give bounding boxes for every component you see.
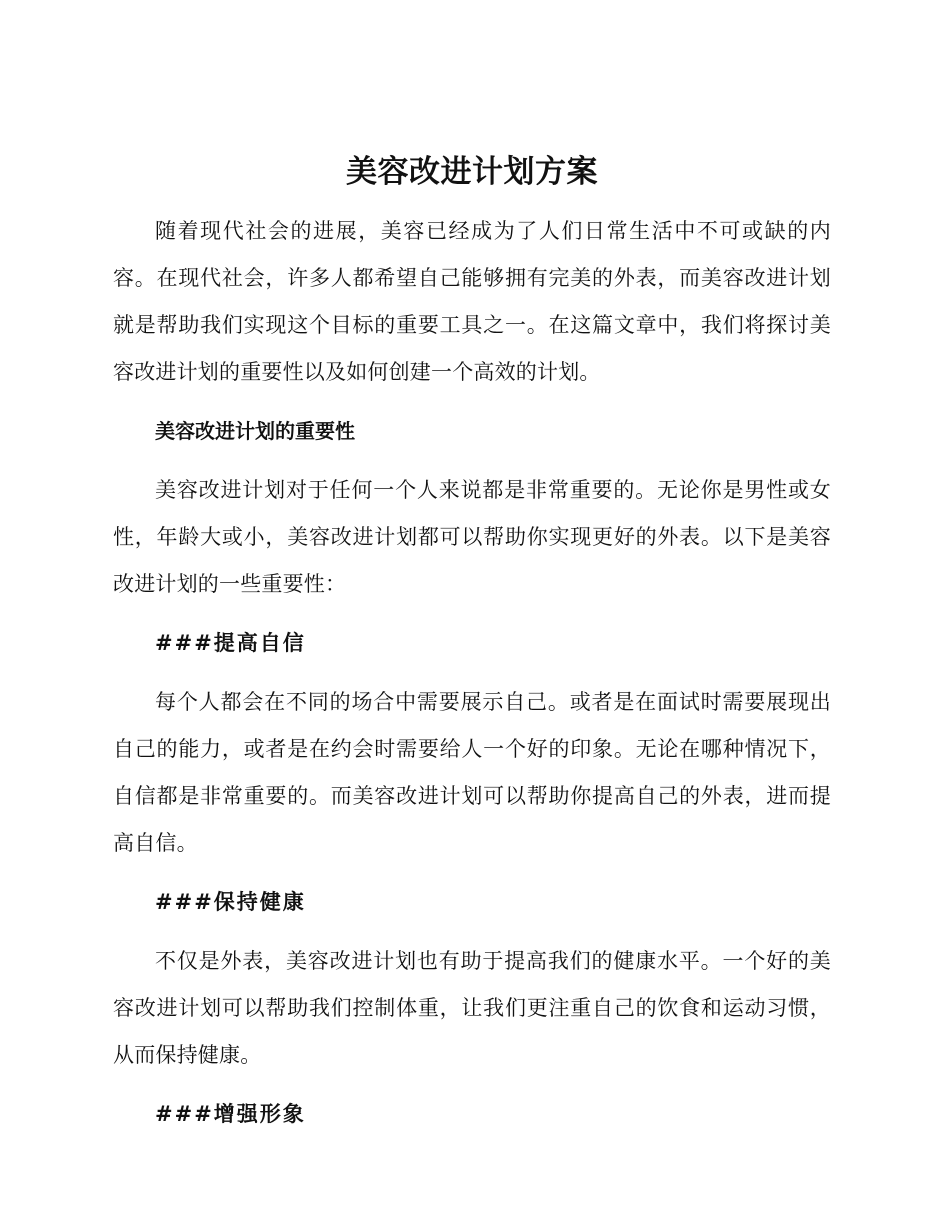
document-page — [113, 148, 831, 1150]
section-intro-paragraph: 美容改进计划对于任何一个人来说都是非常重要的。无论你是男性或女性，年龄大或小，美容改进计划都可以帮助你实现更好的外表。以下是美容改进计划的一些重要性： — [113, 478, 831, 596]
section-heading-importance: 美容改进计划的重要性 — [155, 419, 355, 443]
subheading-health: ###保持健康 — [155, 890, 306, 914]
intro-paragraph: 随着现代社会的进展，美容已经成为了人们日常生活中不可或缺的内容。在现代社会，许多人都希望自己能够拥有完美的外表，而美容改进计划就是帮助我们实现这个目标的重要工具之一。在这篇文章中，我们将探讨美容改进计划的重要性以及如何创建一个高效的计划。 — [113, 219, 831, 384]
document-title: 美容改进计划方案 — [346, 154, 598, 190]
subheading-confidence: ###提高自信 — [155, 631, 306, 655]
paragraph-confidence: 每个人都会在不同的场合中需要展示自己。或者是在面试时需要展现出自己的能力，或者是在约会时需要给人一个好的印象。无论在哪种情况下，自信都是非常重要的。而美容改进计划可以帮助你提高自己的外表，进而提高自信。 — [113, 690, 831, 855]
paragraph-health: 不仅是外表，美容改进计划也有助于提高我们的健康水平。一个好的美容改进计划可以帮助我们控制体重，让我们更注重自己的饮食和运动习惯，从而保持健康。 — [113, 949, 831, 1067]
subheading-image: ###增强形象 — [155, 1102, 306, 1126]
